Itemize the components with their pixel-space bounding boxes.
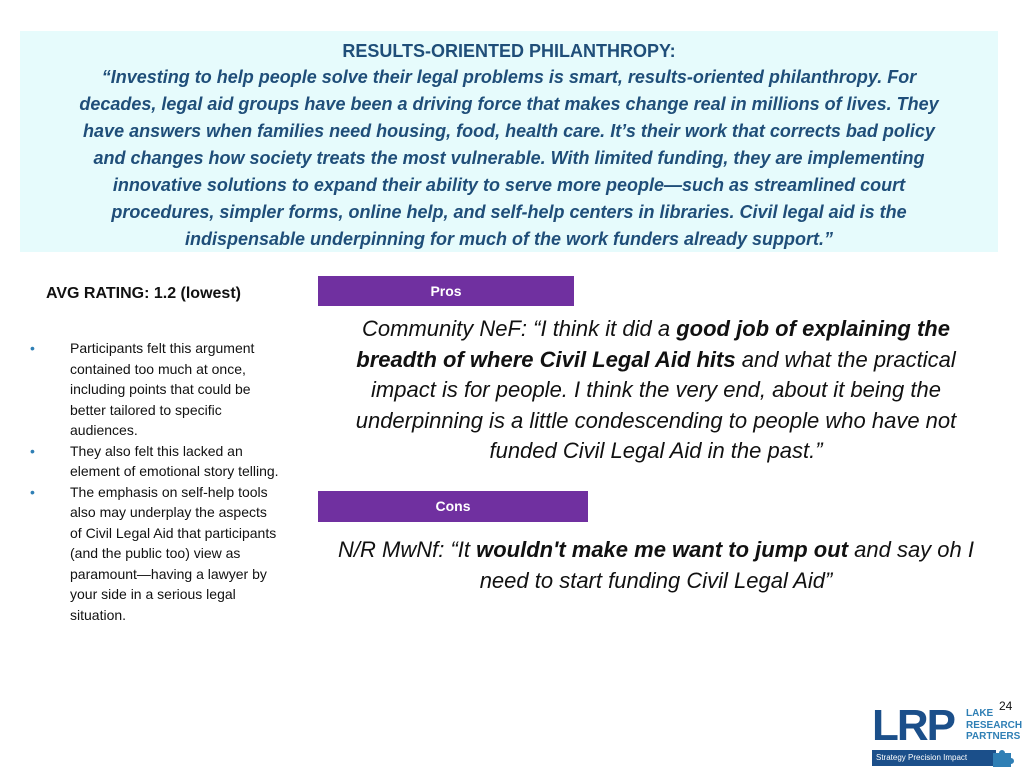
quote-line: procedures, simpler forms, online help, and self-help centers in libraries. Civil legal aid is the [111,202,907,222]
quote-line: and changes how society treats the most vulnerable. With limited funding, they are implementing [93,148,925,168]
cons-quote-intro: N/R MwNf: “It [338,537,477,562]
logo-words [966,708,1022,743]
logo-letters: LRP [872,701,954,750]
bullet-icon: • [30,483,35,500]
pros-quote-bold: good job of explaining the breadth of where Civil Legal Aid hits [356,316,950,372]
quote-line: indispensable underpinning for much of the work funders already support.” [184,229,834,249]
list-item [30,441,280,482]
cons-quote-rest: and say oh I need to start funding Civil Legal Aid” [479,537,974,593]
cons-label: Cons [318,491,588,522]
logo-tagline: Strategy Precision Impact [872,750,996,766]
bullet-text: The emphasis on self-help tools also may underplay the aspects of Civil Legal Aid that participants (and the public too) view as paramount—having a lawyer by your side in a serious legal situation. [70,483,277,623]
philanthropy-quote-box [20,31,998,252]
logo-word: LAKE [966,708,994,719]
bullet-icon: • [30,442,35,459]
quote-line: “Investing to help people solve their legal problems is smart, results-oriented philanthropy. For [101,67,917,87]
quote-text [20,64,998,253]
quote-title: RESULTS-ORIENTED PHILANTHROPY: [342,41,676,61]
bullet-icon: • [30,340,35,356]
quote-line: have answers when families need housing, food, health care. It’s their work that corrects bad policy [83,121,935,141]
list-item [30,338,280,441]
lrp-logo [872,703,1024,768]
puzzle-icon [990,747,1016,767]
pros-quote-intro: Community NeF: “I think it did a [362,316,677,341]
cons-quote-bold: wouldn't make me want to jump out [476,537,849,562]
logo-word: PARTNERS [966,731,1021,742]
logo-word: RESEARCH [966,719,1023,731]
pros-quote-rest: and what the practical impact is for people. I think the very end, about it being the underpinning is a little condescending to people who have not funded Civil Legal Aid in the past.” [355,346,957,463]
page-number: 24 [999,699,1013,713]
findings-list [30,338,280,625]
bullet-text: Participants felt this argument contained too much at once, including points that could be better tailored to specific audiences. [70,340,255,438]
bullet-text: They also felt this lacked an element of emotional story telling. [70,442,279,479]
pros-comment [322,314,990,467]
quote-line: decades, legal aid groups have been a driving force that makes change real in millions of lives. They [79,94,939,114]
quote-line: innovative solutions to expand their ability to serve more people—such as streamlined court [112,175,906,195]
avg-rating: AVG RATING: 1.2 (lowest) [46,285,241,302]
cons-comment [322,535,990,596]
pros-label: Pros [318,276,574,306]
list-item [30,482,280,626]
